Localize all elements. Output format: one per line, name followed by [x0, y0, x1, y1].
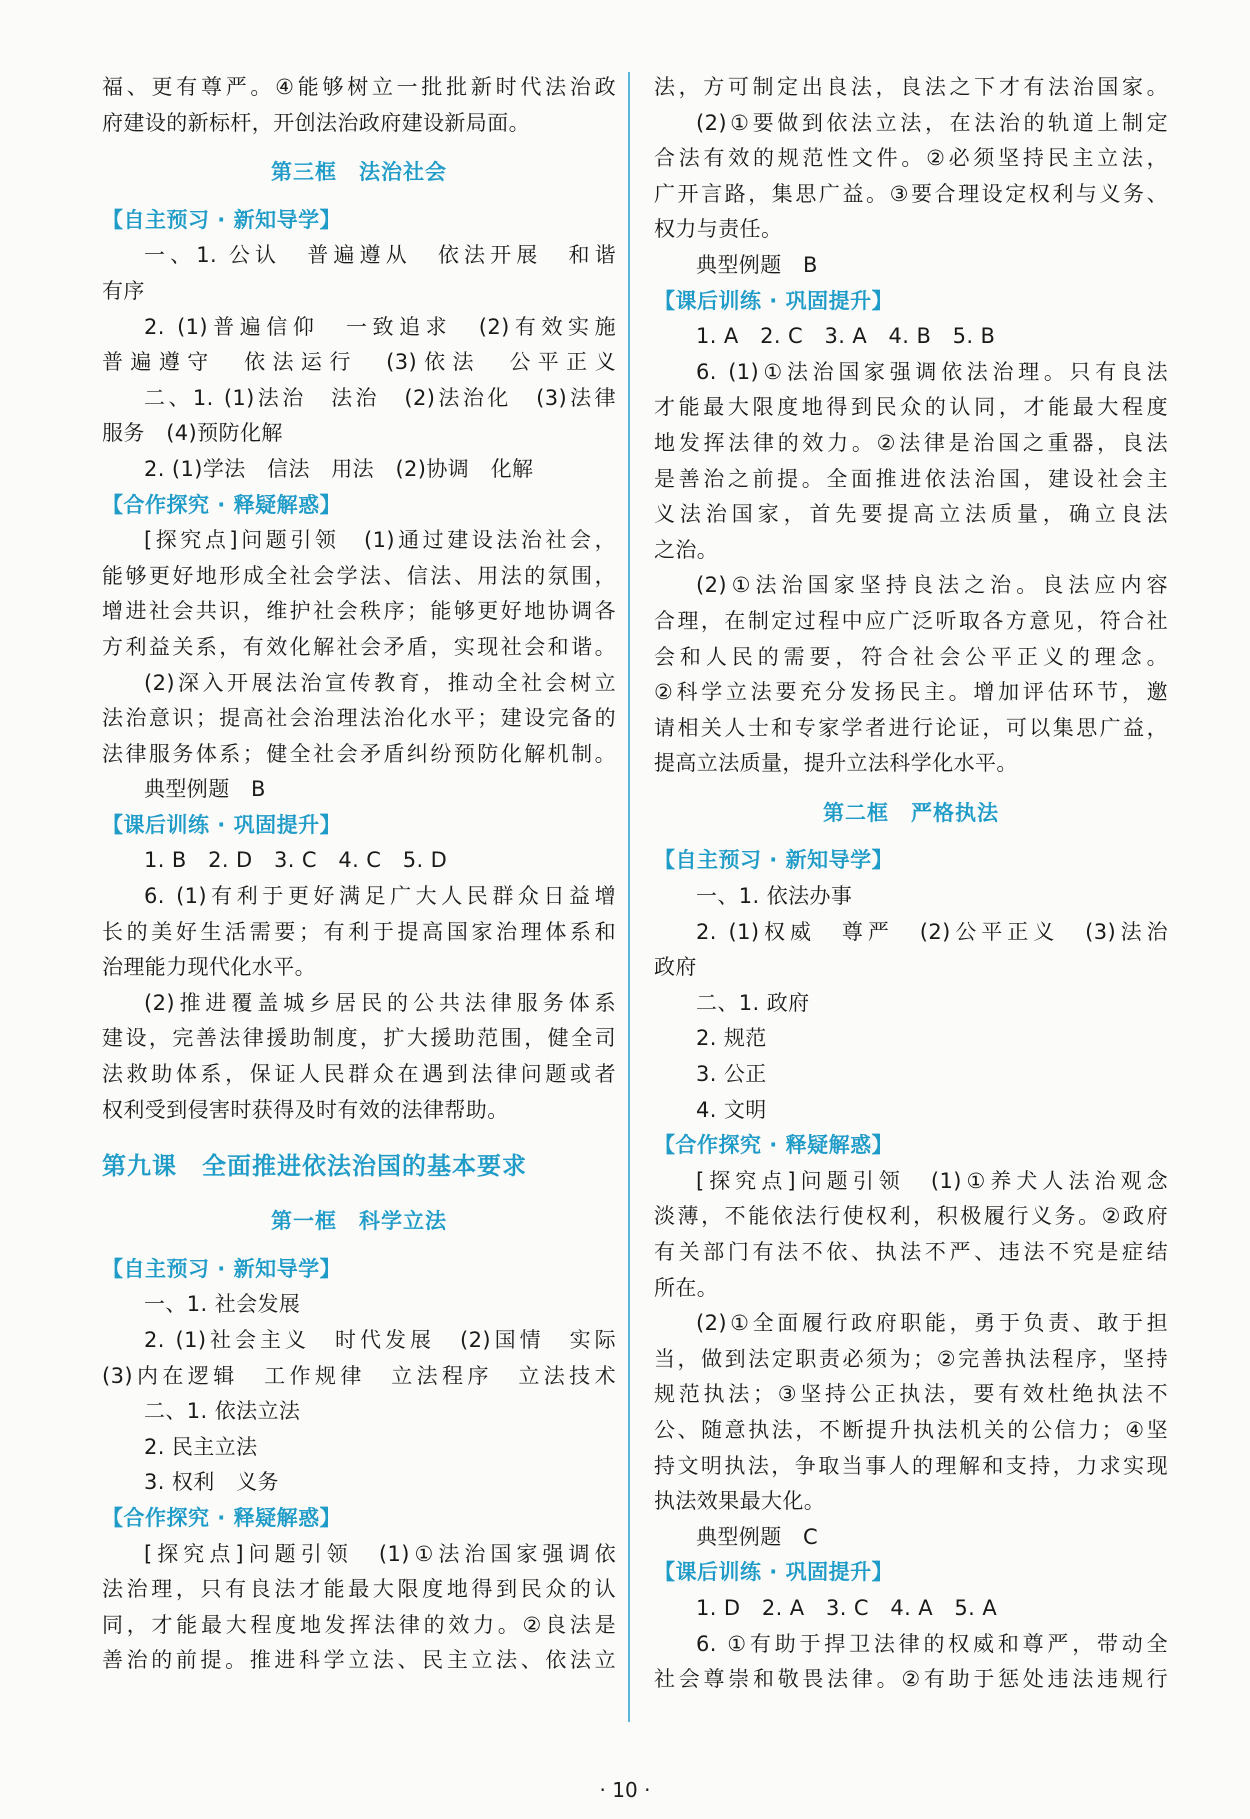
text-line: 6. ①有助于捍卫法律的权威和尊严，带动全 — [696, 1631, 1168, 1656]
text-line: 法，方可制定出良法，良法之下才有法治国家。 — [654, 75, 1168, 99]
text-line: 2. 规范 — [696, 1026, 767, 1051]
text-line: 6. (1)有利于更好满足广大人民群众日益增 — [144, 884, 616, 909]
text-line: 方利益关系，有效化解社会矛盾，实现社会和谐。 — [102, 634, 616, 659]
text-line: 公、随意执法，不断提升执法机关的公信力；④坚 — [654, 1417, 1168, 1442]
right-column — [654, 70, 1168, 1698]
text-line: 广开言路，集思广益。③要合理设定权利与义务、 — [654, 181, 1168, 206]
text-line: 法治意识；提高社会治理法治化水平；建设完备的 — [102, 706, 616, 731]
text-line: 法救助体系，保证人民群众在遇到法律问题或者 — [102, 1062, 616, 1087]
text-line: 1. D 2. A 3. C 4. A 5. A — [696, 1595, 998, 1620]
text-line: 合理，在制定过程中应广泛听取各方意见，符合社 — [654, 608, 1168, 633]
text-line: 1. B 2. D 3. C 4. C 5. D — [144, 848, 448, 873]
text-line: 法律服务体系；健全社会矛盾纠纷预防化解机制。 — [102, 741, 616, 766]
text-line: (2)①要做到依法立法，在法治的轨道上制定 — [696, 110, 1168, 135]
section-heading: 【合作探究 · 释疑解惑】 — [654, 1133, 894, 1158]
text-line: 一、1. 社会发展 — [144, 1292, 301, 1317]
text-line: 2. (1)学法 信法 用法 (2)协调 化解 — [144, 456, 534, 481]
text-line: 有关部门有法不依、执法不严、违法不究是症结 — [654, 1240, 1168, 1264]
text-line: 典型例题 B — [144, 777, 266, 802]
text-line: (2)①全面履行政府职能，勇于负责、敢于担 — [696, 1311, 1168, 1336]
text-line: 持文明执法，争取当事人的理解和支持，力求实现 — [654, 1453, 1168, 1478]
text-line: 二、1. 依法立法 — [144, 1399, 301, 1424]
text-line: 3. 权利 义务 — [144, 1470, 279, 1495]
text-line: 所在。 — [654, 1275, 719, 1300]
section-heading: 【课后训练 · 巩固提升】 — [102, 812, 342, 837]
text-line: 一、1. 公认 普遍遵从 依法开展 和谐 — [144, 243, 616, 268]
text-line: 之治。 — [654, 537, 719, 562]
text-line: 才能最大限度地得到民众的认同，才能最大程度 — [654, 395, 1168, 420]
text-line: 规范执法；③坚持公正执法，要有效杜绝执法不 — [654, 1382, 1168, 1407]
text-line: 能够更好地形成全社会学法、信法、用法的氛围， — [102, 563, 616, 588]
text-line: 一、1. 依法办事 — [696, 884, 853, 909]
text-line: 义法治国家，首先要提高立法质量，确立良法 — [654, 502, 1168, 527]
text-line: 有序 — [102, 278, 145, 303]
text-line: 二、1. 政府 — [696, 990, 810, 1015]
text-line: 福、更有尊严。④能够树立一批批新时代法治政 — [102, 75, 616, 99]
text-line: 治理能力现代化水平。 — [102, 955, 316, 980]
text-line: 4. 文明 — [696, 1097, 767, 1122]
text-line: 2. 民主立法 — [144, 1434, 258, 1459]
text-line: 长的美好生活需要；有利于提高国家治理体系和 — [102, 919, 616, 944]
text-line: 2. (1)普遍信仰 一致追求 (2)有效实施 — [144, 314, 616, 339]
text-line: 1. A 2. C 3. A 4. B 5. B — [696, 324, 996, 349]
text-line: 增进社会共识，维护社会秩序；能够更好地协调各 — [102, 599, 616, 624]
text-line: 典型例题 C — [696, 1524, 819, 1549]
text-line: 执法效果最大化。 — [654, 1489, 826, 1514]
text-line: 淡薄，不能依法行使权利，积极履行义务。②政府 — [654, 1204, 1168, 1229]
frame-title: 第三框 法治社会 — [271, 160, 447, 185]
text-line: ②科学立法要充分发扬民主。增加评估环节，邀 — [654, 680, 1168, 705]
text-line: (2)推进覆盖城乡居民的公共法律服务体系 — [144, 990, 616, 1015]
text-line: 会和人民的需要，符合社会公平正义的理念。 — [654, 644, 1168, 669]
text-line: 政府 — [654, 955, 697, 980]
text-line: (3)内在逻辑 工作规律 立法程序 立法技术 — [102, 1363, 616, 1388]
text-line: 普遍遵守 依法运行 (3)依法 公平正义 — [102, 350, 616, 375]
text-line: 府建设的新标杆，开创法治政府建设新局面。 — [102, 110, 530, 135]
column-divider — [628, 72, 630, 1722]
text-line: 权力与责任。 — [654, 217, 783, 242]
text-line: [探究点]问题引领 (1)①法治国家强调依 — [144, 1541, 616, 1566]
text-line: 地发挥法律的效力。②法律是治国之重器，良法 — [654, 430, 1168, 455]
lesson-title: 第九课 全面推进依法治国的基本要求 — [102, 1152, 527, 1181]
section-heading: 【合作探究 · 释疑解惑】 — [102, 492, 342, 517]
text-line: [探究点]问题引领 (1)通过建设法治社会， — [144, 528, 616, 553]
text-line: (2)①法治国家坚持良法之治。良法应内容 — [696, 573, 1168, 598]
frame-title: 第一框 科学立法 — [271, 1209, 447, 1234]
text-line: [探究点]问题引领 (1)①养犬人法治观念 — [696, 1168, 1168, 1193]
text-line: 3. 公正 — [696, 1062, 767, 1087]
text-line: 2. (1)社会主义 时代发展 (2)国情 实际 — [144, 1328, 616, 1352]
text-line: 二、1. (1)法治 法治 (2)法治化 (3)法律 — [144, 385, 616, 410]
text-line: 6. (1)①法治国家强调依法治理。只有良法 — [696, 359, 1168, 384]
text-line: 社会尊崇和敬畏法律。②有助于惩处违法违规行 — [654, 1667, 1168, 1692]
text-line: 请相关人士和专家学者进行论证，可以集思广益， — [654, 715, 1168, 740]
text-line: (2)深入开展法治宣传教育，推动全社会树立 — [144, 670, 616, 695]
text-line: 是善治之前提。全面推进依法治国，建设社会主 — [654, 466, 1168, 491]
left-column — [102, 70, 616, 1679]
section-heading: 【课后训练 · 巩固提升】 — [654, 288, 894, 313]
frame-title: 第二框 严格执法 — [823, 800, 999, 825]
text-line: 合法有效的规范性文件。②必须坚持民主立法， — [654, 146, 1168, 171]
page-number: · 10 · — [599, 1778, 651, 1802]
section-heading: 【课后训练 · 巩固提升】 — [654, 1560, 894, 1585]
text-line: 典型例题 B — [696, 252, 818, 277]
text-line: 善治的前提。推进科学立法、民主立法、依法立 — [102, 1648, 616, 1673]
text-line: 建设，完善法律援助制度，扩大援助范围，健全司 — [102, 1026, 616, 1051]
text-line: 服务 (4)预防化解 — [102, 421, 283, 446]
section-heading: 【自主预习 · 新知导学】 — [102, 207, 342, 232]
text-line: 权利受到侵害时获得及时有效的法律帮助。 — [102, 1097, 509, 1122]
text-line: 当，做到法定职责必须为；②完善执法程序，坚持 — [654, 1346, 1168, 1371]
text-line: 同，才能最大程度地发挥法律的效力。②良法是 — [102, 1612, 616, 1637]
text-line: 2. (1)权威 尊严 (2)公平正义 (3)法治 — [696, 919, 1168, 944]
section-heading: 【自主预习 · 新知导学】 — [102, 1256, 342, 1281]
section-heading: 【自主预习 · 新知导学】 — [654, 848, 894, 873]
text-line: 法治理，只有良法才能最大限度地得到民众的认 — [102, 1577, 616, 1602]
text-line: 提高立法质量，提升立法科学化水平。 — [654, 751, 1018, 776]
section-heading: 【合作探究 · 释疑解惑】 — [102, 1505, 342, 1530]
